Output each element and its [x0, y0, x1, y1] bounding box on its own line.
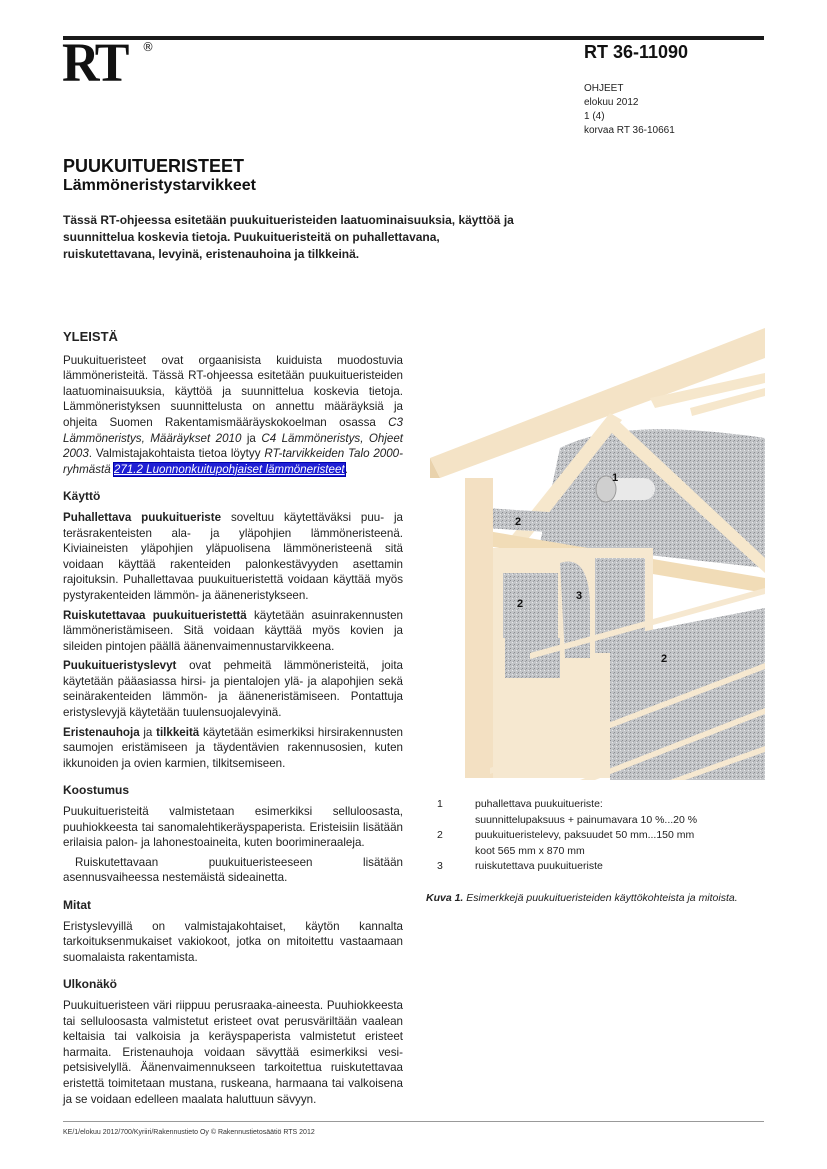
section-heading-koostumus: Koostumus	[63, 783, 129, 798]
koostumus-paragraph-2: Ruiskutettavaan puukuitueristeeseen lisätään asennusvaiheessa nestemäistä sideainetta.	[63, 855, 403, 885]
meta-page: 1 (4)	[584, 111, 605, 122]
main-column	[63, 329, 403, 1111]
figure-label-1: 1	[612, 472, 619, 484]
mitat-paragraph: Eristyslevyillä on valmistajakohtaiset, käytön kannalta tarkoituksenmukaiset vakiokoot, jotka on mitoitettu vastaamaan suomalaista rakentamista.	[63, 919, 403, 964]
kaytto-paragraph-1: Puhallettava puukuitueriste soveltuu käytettäväksi puu- ja teräsrakenteisten ala- ja yläpohjien lämmöneristeenä. Kiviaineisten yläpohjien yläpuolisena lämmöneristeenä sitä voidaan käyttää rakenteiden palonkestävyyden asettamin rajoituksin. Puhallettavaa puukuitueristettä voidaan käyttää myös pystyrakenteiden lämmön- ja ääneneristykseen.	[63, 510, 403, 602]
figure-label-2c: 2	[661, 653, 668, 665]
section-heading-ulkonako: Ulkonäkö	[63, 977, 118, 992]
legend-item-2: 2 puukuitueristelevy, paksuudet 50 mm...150 mm koot 565 mm x 870 mm	[437, 829, 695, 857]
section-heading-yleista: YLEISTÄ	[63, 329, 118, 344]
talo2000-link[interactable]: 271.2 Luonnonkuitupohjaiset lämmöneristeet	[113, 462, 345, 476]
house-insulation-illustration	[430, 328, 765, 780]
top-rule	[63, 36, 764, 40]
house-cutaway-graphic	[430, 328, 765, 780]
meta-date: elokuu 2012	[584, 97, 639, 108]
kaytto-paragraph-4: Eristenauhoja ja tilkkeitä käytetään esimerkiksi hirsirakennusten saumojen eristämiseen ja täydentävien rakennusosien, kuten ikkunoiden ja ovien karmien, tilkitsemiseen.	[63, 725, 403, 770]
section-heading-mitat: Mitat	[63, 898, 91, 912]
rt-logo: RT	[62, 33, 127, 94]
kaytto-paragraph-2: Ruiskutettavaa puukuitueristettä käytetään asuinrakennusten lämmöneristämiseen. Sitä voidaan käyttää myös kovien ja sileiden pintojen päällä äänenvaimennustarvikkeena.	[63, 608, 403, 653]
section-heading-kaytto: Käyttö	[63, 489, 101, 504]
document-meta	[584, 82, 675, 138]
ulkonako-paragraph: Puukuitueristeen väri riippuu perusraaka-aineesta. Puuhiokkeesta tai selluloosasta valmistetut eristeet ovat perusväriltään vaalean keltaisia tai valkoisia ja keräyspaperista valmistetut eristeet harmaita. Eristenauhoja voidaan sävyttää esimerkiksi vesi-petsisivelyllä. Äänenvaimennukseen tarkoitettua ruiskutettavaa eristettä toimitetaan mustana, ruskeana, harmaana tai valkoisena ja se voidaan edelleen maalata haluttuun sävyyn.	[63, 998, 403, 1106]
footer-text: KE/1/elokuu 2012/700/Kyriiri/Rakennustieto Oy © Rakennustietosäätiö RTS 2012	[63, 1129, 315, 1136]
figure-label-2a: 2	[515, 516, 522, 528]
kaytto-paragraph-3: Puukuitueristyslevyt ovat pehmeitä lämmöneristeitä, joita käytetään pääasiassa hirsi- ja pientalojen ylä- ja alapohjien sekä seinärakenteiden lämmön- ja ääneneristämiseen. Pontattuja eristyslevyjä käytetään tuulensuojalevyinä.	[63, 659, 403, 720]
legend-item-1: 1 puhallettava puukuitueriste: suunnittelupaksuus + painumavara 10 %...20 %	[437, 798, 698, 826]
page-title: PUUKUITUERISTEET	[63, 156, 245, 176]
figure-label-2b: 2	[517, 598, 524, 610]
koostumus-paragraph-1: Puukuitueristeitä valmistetaan esimerkiksi selluloosasta, puuhiokkeesta tai sanomalehtikeräyspaperista. Eristeisiin lisätään erilaisia palon- ja lahonestoaineita, kuten boorimineraaleja.	[63, 805, 403, 850]
lead-paragraph: Tässä RT-ohjeessa esitetään puukuitueristeiden laatuominaisuuksia, käyttöä ja suunnittelua koskevia tietoja. Puukuitueristeitä on puhallettavana, ruiskutettavana, levyinä, eristenauhoina ja tilkkeinä.	[63, 213, 514, 261]
page-subtitle: Lämmöneristystarvikkeet	[63, 177, 256, 194]
meta-replaces: korvaa RT 36-10661	[584, 125, 675, 136]
registered-mark: ®	[142, 40, 154, 54]
legend-item-3: 3 ruiskutettava puukuitueriste	[437, 860, 603, 872]
figure-caption: Kuva 1. Esimerkkejä puukuitueristeiden käyttökohteista ja mitoista.	[426, 892, 738, 904]
yleista-paragraph: Puukuitueristeet ovat orgaanisista kuiduista muodostuvia lämmöneristeitä. Tässä RT-ohjeessa esitetään puukuitueristeiden laatuominaisuuksia, käyttöä ja suunnittelua koskevia tietoja. Lämmöneristyksen suunnittelusta on annettu määräyksiä ja ohjeita Suomen Rakentamismääräyskokoelman osassa C3 Lämmöneristys, Määräykset 2010 ja C4 Lämmöneristys, Ohjeet 2003. Valmistajakohtaista tietoa löytyy RT-tarvikkeiden Talo 2000-ryhmästä 271.2 Luonnonkuitupohjaiset lämmöneristeet.	[63, 353, 404, 476]
meta-type: OHJEET	[584, 83, 624, 94]
figure-legend	[437, 797, 767, 875]
footer-rule	[63, 1121, 764, 1122]
figure-label-3: 3	[576, 590, 583, 602]
document-number: RT 36-11090	[584, 42, 689, 62]
